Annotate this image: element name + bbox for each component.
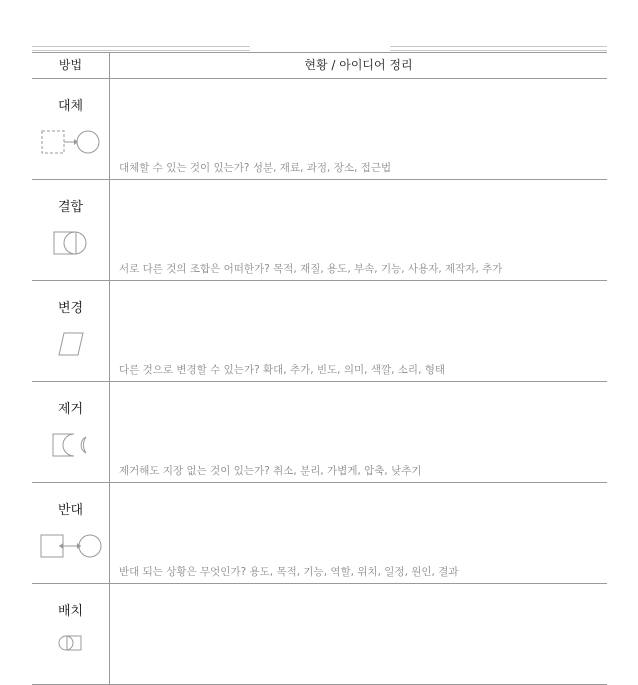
- top-decorative-line-right: [390, 46, 607, 51]
- method-label: 대체: [57, 99, 84, 114]
- table-row: [32, 180, 607, 281]
- hint-text: 다른 것으로 변경할 수 있는가? 확대, 추가, 빈도, 의미, 색깔, 소리, 형태: [119, 364, 446, 376]
- method-label: 반대: [57, 503, 84, 518]
- method-cell: [32, 382, 110, 482]
- idea-cell[interactable]: [110, 180, 607, 280]
- method-label: 제거: [57, 402, 84, 417]
- table-row: [32, 281, 607, 382]
- table-row: [32, 79, 607, 180]
- method-label: 결합: [57, 200, 84, 215]
- idea-cell[interactable]: [110, 382, 607, 482]
- header-ideas: 현황 / 아이디어 정리: [304, 58, 413, 72]
- idea-cell[interactable]: [110, 281, 607, 381]
- method-cell: [32, 79, 110, 179]
- table-header: [32, 53, 607, 79]
- combine-icon: [32, 230, 109, 256]
- method-cell: [32, 483, 110, 583]
- modify-icon: [32, 331, 109, 357]
- header-method: 방법: [32, 53, 110, 78]
- reverse-icon: [32, 533, 109, 559]
- substitute-icon: [32, 129, 109, 155]
- idea-cell[interactable]: [110, 483, 607, 583]
- scamper-table: [32, 53, 607, 685]
- hint-text: 서로 다른 것의 조합은 어떠한가? 목적, 재질, 용도, 부속, 기능, 사용자, 제작자, 추가: [119, 263, 503, 275]
- hint-text: 제거해도 지장 없는 것이 있는가? 취소, 분리, 가볍게, 압축, 낮추기: [119, 465, 422, 477]
- hint-text: 대체할 수 있는 것이 있는가? 성분, 재료, 과정, 장소, 접근법: [119, 162, 392, 174]
- eliminate-icon: [32, 432, 109, 458]
- method-cell: [32, 180, 110, 280]
- method-cell: [32, 281, 110, 381]
- method-label: 변경: [57, 301, 84, 316]
- table-row: [32, 584, 607, 685]
- method-label: 배치: [57, 604, 84, 619]
- method-cell: [32, 584, 110, 684]
- top-decorative-line-left: [32, 46, 250, 51]
- table-row: [32, 382, 607, 483]
- idea-cell[interactable]: [110, 584, 607, 684]
- idea-cell[interactable]: [110, 79, 607, 179]
- table-row: [32, 483, 607, 584]
- hint-text: 반대 되는 상황은 무엇인가? 용도, 목적, 기능, 역할, 위치, 일정, 원인, 결과: [119, 566, 459, 578]
